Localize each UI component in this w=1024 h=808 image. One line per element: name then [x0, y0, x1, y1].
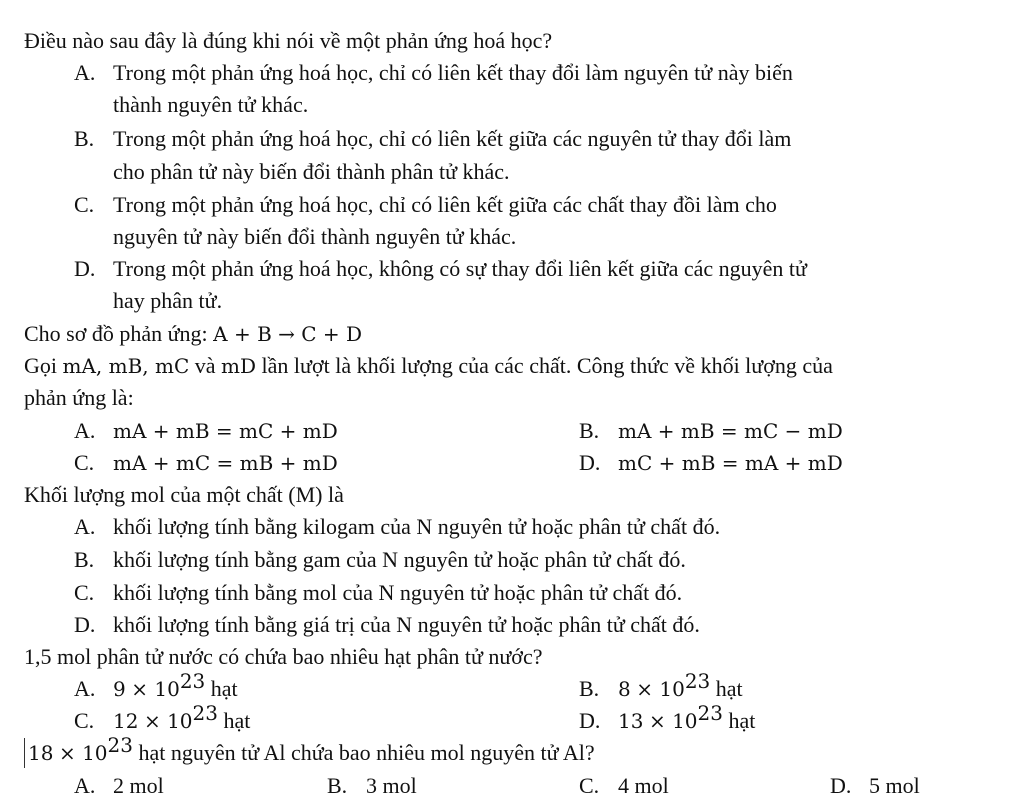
option-label: B. [327, 773, 348, 798]
mass-d: mD [221, 354, 257, 378]
coefficient: 9 [113, 677, 126, 701]
q3-option-b [74, 547, 686, 573]
option-label: B. [74, 126, 95, 151]
question-2-stem [24, 353, 833, 379]
question-5-stem [28, 733, 595, 766]
option-label: A. [74, 60, 96, 85]
option-label: B. [579, 418, 600, 443]
question-1-stem: Điều nào sau đây là đúng khi nói về một phản ứng hoá học? [24, 28, 553, 53]
stem-text: hạt nguyên tử Al chứa bao nhiêu mol nguyên tử Al? [138, 740, 595, 765]
coefficient: 18 [28, 741, 54, 765]
option-text: khối lượng tính bằng gam của N nguyên tử hoặc phân tử chất đó. [113, 547, 686, 572]
exponent: 23 [697, 701, 723, 725]
option-label: C. [74, 450, 95, 475]
q3-option-d [74, 612, 700, 638]
question-3-stem: Khối lượng mol của một chất (M) là [24, 482, 344, 507]
coefficient: 8 [618, 677, 631, 701]
option-label: D. [579, 450, 601, 475]
unit: hạt [728, 708, 756, 733]
question-2-stem-cont: phản ứng là: [24, 385, 134, 410]
question-4-stem: 1,5 mol phân tử nước có chứa bao nhiêu hạt phân tử nước? [24, 644, 543, 669]
times-ten: × 10 [636, 677, 685, 701]
q3-option-c [74, 580, 682, 606]
option-label: A. [74, 418, 96, 443]
option-text: Trong một phản ứng hoá học, không có sự thay đổi liên kết giữa các nguyên tử [113, 256, 807, 281]
formula: mA + mB = mC − mD [618, 419, 843, 443]
option-text: Trong một phản ứng hoá học, chỉ có liên kết giữa các nguyên tử thay đổi làm [113, 126, 792, 151]
q1-option-b-cont: cho phân tử này biến đổi thành phân tử khác. [113, 159, 510, 184]
q5-option-d [830, 773, 920, 799]
option-label: C. [579, 773, 600, 798]
option-label: C. [74, 708, 95, 733]
q4-option-a [74, 669, 238, 702]
option-text: khối lượng tính bằng giá trị của N nguyên tử hoặc phân tử chất đó. [113, 612, 700, 637]
option-text: 2 mol [113, 773, 164, 798]
unit: hạt [715, 676, 743, 701]
coefficient: 13 [618, 709, 644, 733]
q2-option-d [579, 450, 843, 476]
exponent: 23 [192, 701, 218, 725]
scheme-label: Cho sơ đồ phản ứng: [24, 321, 208, 346]
option-label: C. [74, 192, 95, 217]
q1-option-c [74, 192, 777, 218]
unit: hạt [210, 676, 238, 701]
formula: mA + mB = mC + mD [113, 419, 338, 443]
formula: mC + mB = mA + mD [618, 451, 843, 475]
times-ten: × 10 [143, 709, 193, 733]
q5-option-c [579, 773, 669, 799]
q1-option-d [74, 256, 807, 282]
option-text: 5 mol [869, 773, 920, 798]
option-label: C. [74, 580, 95, 605]
mass-list: mA, mB, mC [62, 354, 190, 378]
option-label: D. [830, 773, 852, 798]
option-text: khối lượng tính bằng mol của N nguyên tử hoặc phân tử chất đó. [113, 580, 683, 605]
option-text: Trong một phản ứng hoá học, chỉ có liên kết thay đổi làm nguyên tử này biến [113, 60, 793, 85]
stem-text: và [194, 353, 216, 378]
stem-text: lần lượt là khối lượng của các chất. Công thức về khối lượng của [261, 353, 833, 378]
q4-option-b [579, 669, 743, 702]
q5-option-a [74, 773, 164, 799]
stem-text: Gọi [24, 353, 57, 378]
times-ten: × 10 [648, 709, 698, 733]
option-label: B. [579, 676, 600, 701]
coefficient: 12 [113, 709, 139, 733]
formula: mA + mC = mB + mD [113, 451, 338, 475]
q2-option-c [74, 450, 338, 476]
times-ten: × 10 [58, 741, 108, 765]
q5-option-b [327, 773, 417, 799]
q4-option-c [74, 701, 251, 734]
q2-option-b [579, 418, 843, 444]
option-label: B. [74, 547, 95, 572]
q3-option-a [74, 514, 720, 540]
option-label: A. [74, 676, 96, 701]
option-label: D. [74, 612, 96, 637]
q2-option-a [74, 418, 338, 444]
q1-option-c-cont: nguyên tử này biến đổi thành nguyên tử khác. [113, 224, 517, 249]
times-ten: × 10 [131, 677, 180, 701]
exponent: 23 [107, 733, 133, 757]
question-2-scheme [24, 321, 362, 347]
option-text: Trong một phản ứng hoá học, chỉ có liên kết giữa các chất thay đồi làm cho [113, 192, 777, 217]
option-text: 4 mol [618, 773, 669, 798]
option-label: A. [74, 773, 96, 798]
q1-option-b [74, 126, 791, 152]
q4-option-d [579, 701, 756, 734]
exponent: 23 [179, 669, 206, 693]
q1-option-a-cont: thành nguyên tử khác. [113, 92, 309, 117]
option-text: 3 mol [366, 773, 417, 798]
unit: hạt [223, 708, 251, 733]
option-label: D. [74, 256, 96, 281]
q1-option-d-cont: hay phân tử. [113, 288, 223, 313]
reaction-scheme: A + B → C + D [213, 322, 363, 346]
option-text: khối lượng tính bằng kilogam của N nguyên tử hoặc phân tử chất đó. [113, 514, 721, 539]
option-label: A. [74, 514, 96, 539]
option-label: D. [579, 708, 601, 733]
exponent: 23 [684, 669, 711, 693]
q1-option-a [74, 60, 793, 86]
text-cursor [24, 738, 25, 768]
